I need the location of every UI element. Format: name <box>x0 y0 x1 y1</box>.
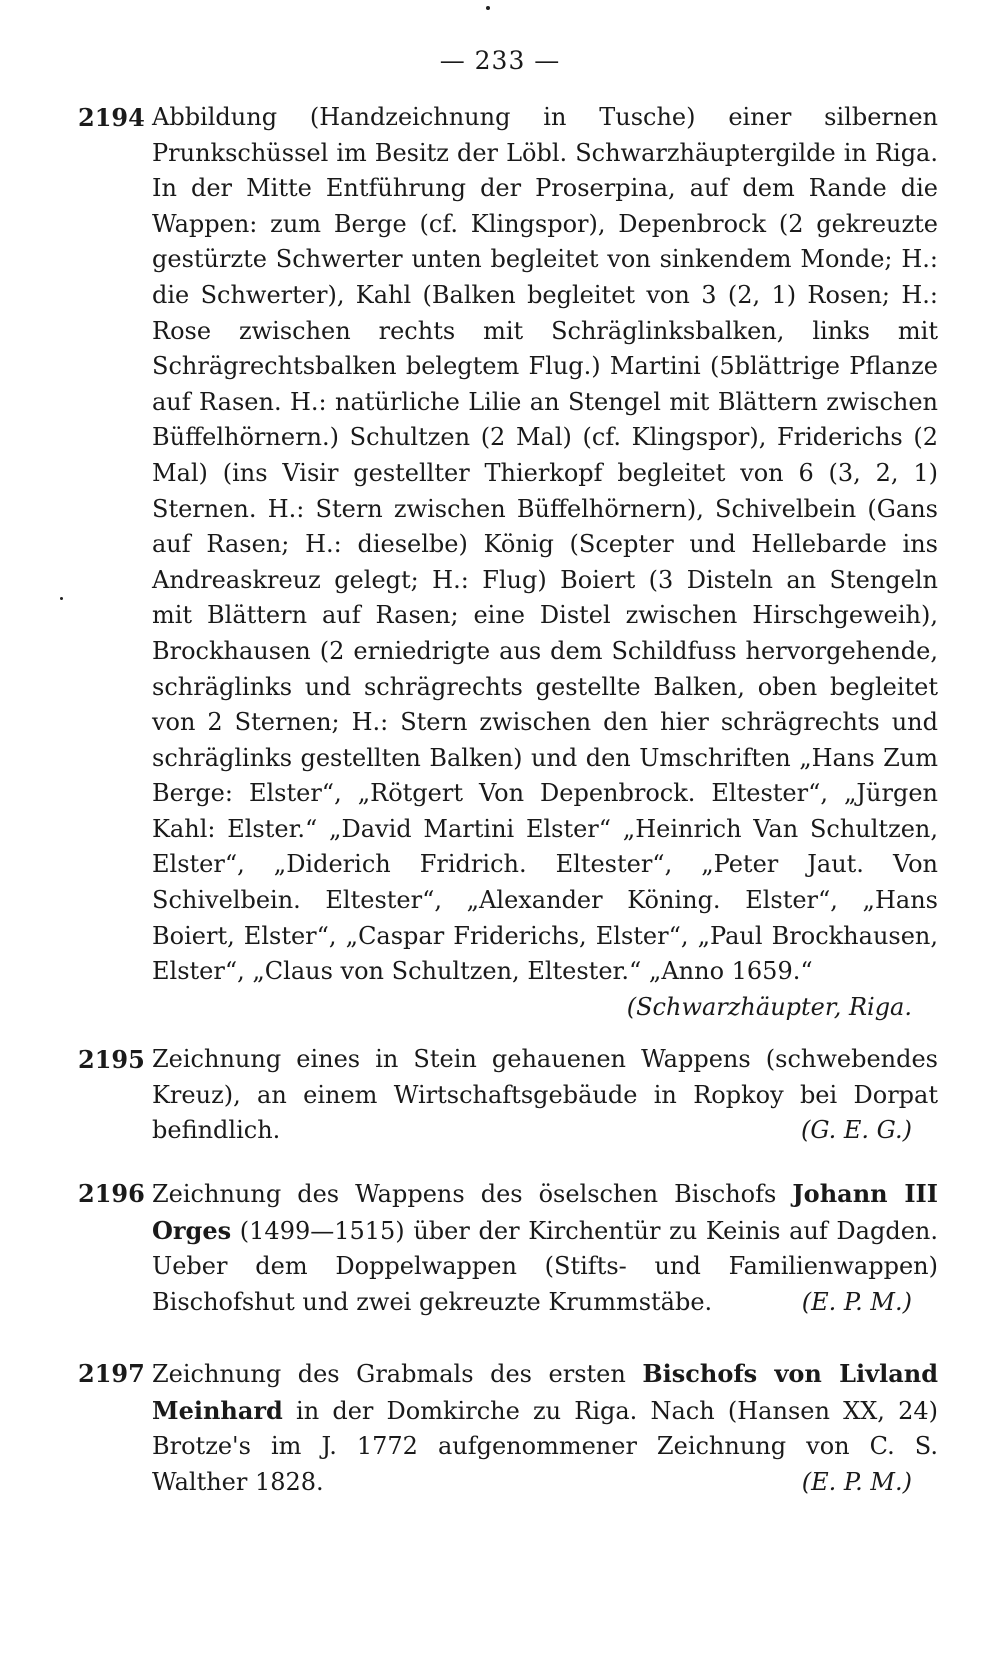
entry-source: (E. P. M.) <box>801 1287 912 1316</box>
entry-source: (G. E. G.) <box>800 1116 912 1145</box>
bishop-name: Bischofs von Livland Meinhard <box>152 1359 938 1425</box>
entry-text <box>152 1356 938 1500</box>
entry-number: 2195 <box>78 1045 145 1074</box>
entry-description: Zeichnung eines in Stein gehauenen Wappens (schwebendes Kreuz), an einem Wirtschaftsgebäude in Ropkoy bei Dorpat befindlich. <box>152 1045 938 1145</box>
entry-text <box>152 1176 938 1320</box>
entry-description-end: (1499—1515) über der Kirchentür zu Keinis auf Dagden. Ueber dem Doppelwappen (Stifts- und Familienwappen) Bischofshut und zwei gekreuzte Krummstäbe. <box>152 1216 938 1316</box>
entry-number: 2196 <box>78 1179 145 1208</box>
catalog-entry-2195 <box>78 1042 938 1149</box>
entry-description-end: in der Domkirche zu Riga. Nach (Hansen XX, 24) Brotze's im J. 1772 aufgenommener Zeichnung von C. S. Walther 1828. <box>152 1396 938 1496</box>
entry-description-start: Zeichnung des Wappens des öselschen Bischofs <box>152 1180 793 1208</box>
catalog-entry-2196 <box>78 1176 938 1320</box>
stray-dot-left <box>60 597 63 600</box>
entry-number: 2194 <box>78 103 145 132</box>
entry-text <box>152 100 938 1021</box>
entry-description-start: Zeichnung des Grabmals des ersten <box>152 1360 643 1388</box>
entry-description: Abbildung (Handzeichnung in Tusche) einer silbernen Prunkschüssel im Besitz der Löbl. Schwarzhäuptergilde in Riga. In der Mitte Entführung der Proserpina, auf dem Rande die Wappen: zum Berge (cf. Klingspor), Depenbrock (2 gekreuzte gestürzte Schwerter unten begleitet von sinkendem Monde; H.: die Schwerter), Kahl (Balken begleitet von 3 (2, 1) Rosen; H.: Rose zwischen rechts mit Schräglinksbalken, links mit Schrägrechtsbalken belegtem Flug.) Martini (5blättrige Pflanze auf Rasen. H.: natürliche Lilie an Stengel mit Blättern zwischen Büffelhörnern.) Schultzen (2 Mal) (cf. Klingspor), Friderichs (2 Mal) (ins Visir gestellter Thierkopf begleitet von 6 (3, 2, 1) Sternen. H.: Stern zwischen Büffelhörnern), Schivelbein (Gans auf Rasen; H.: dieselbe) König (Scepter und Hellebarde ins Andreaskreuz gelegt; H.: Flug) Boiert (3 Disteln an Stengeln mit Blättern auf Rasen; eine Distel zwischen Hirschgeweih), Brockhausen (2 erniedrigte aus dem Schildfuss hervorgehende, schräglinks und schrägrechts gestellte Balken, oben begleitet von 2 Sternen; H.: Stern zwischen den hier schrägrechts und schräglinks gestellten Balken) und den Umschriften „Hans Zum Berge: Elster“, „Rötgert Von Depenbrock. Eltester“, „Jürgen Kahl: Elster.“ „David Martini Elster“ „Heinrich Van Schultzen, Elster“, „Diderich Fridrich. Eltester“, „Peter Jaut. Von Schivelbein. Eltester“, „Alexander Köning. Elster“, „Hans Boiert, Elster“, „Caspar Friderichs, Elster“, „Paul Brockhausen, Elster“, „Claus von Schultzen, Eltester.“ „Anno 1659.“ <box>152 103 938 986</box>
entry-source: (Schwarzhäupter, Riga. <box>626 992 912 1021</box>
page-number: — 233 — <box>439 46 561 75</box>
catalog-entry-2197 <box>78 1356 938 1500</box>
stray-dot-top <box>486 6 490 10</box>
entry-text <box>152 1042 938 1149</box>
entry-source: (E. P. M.) <box>801 1467 912 1496</box>
entry-number: 2197 <box>78 1359 145 1388</box>
catalog-entry-2194 <box>78 100 938 1025</box>
bishop-name: Johann III Orges <box>152 1179 939 1245</box>
